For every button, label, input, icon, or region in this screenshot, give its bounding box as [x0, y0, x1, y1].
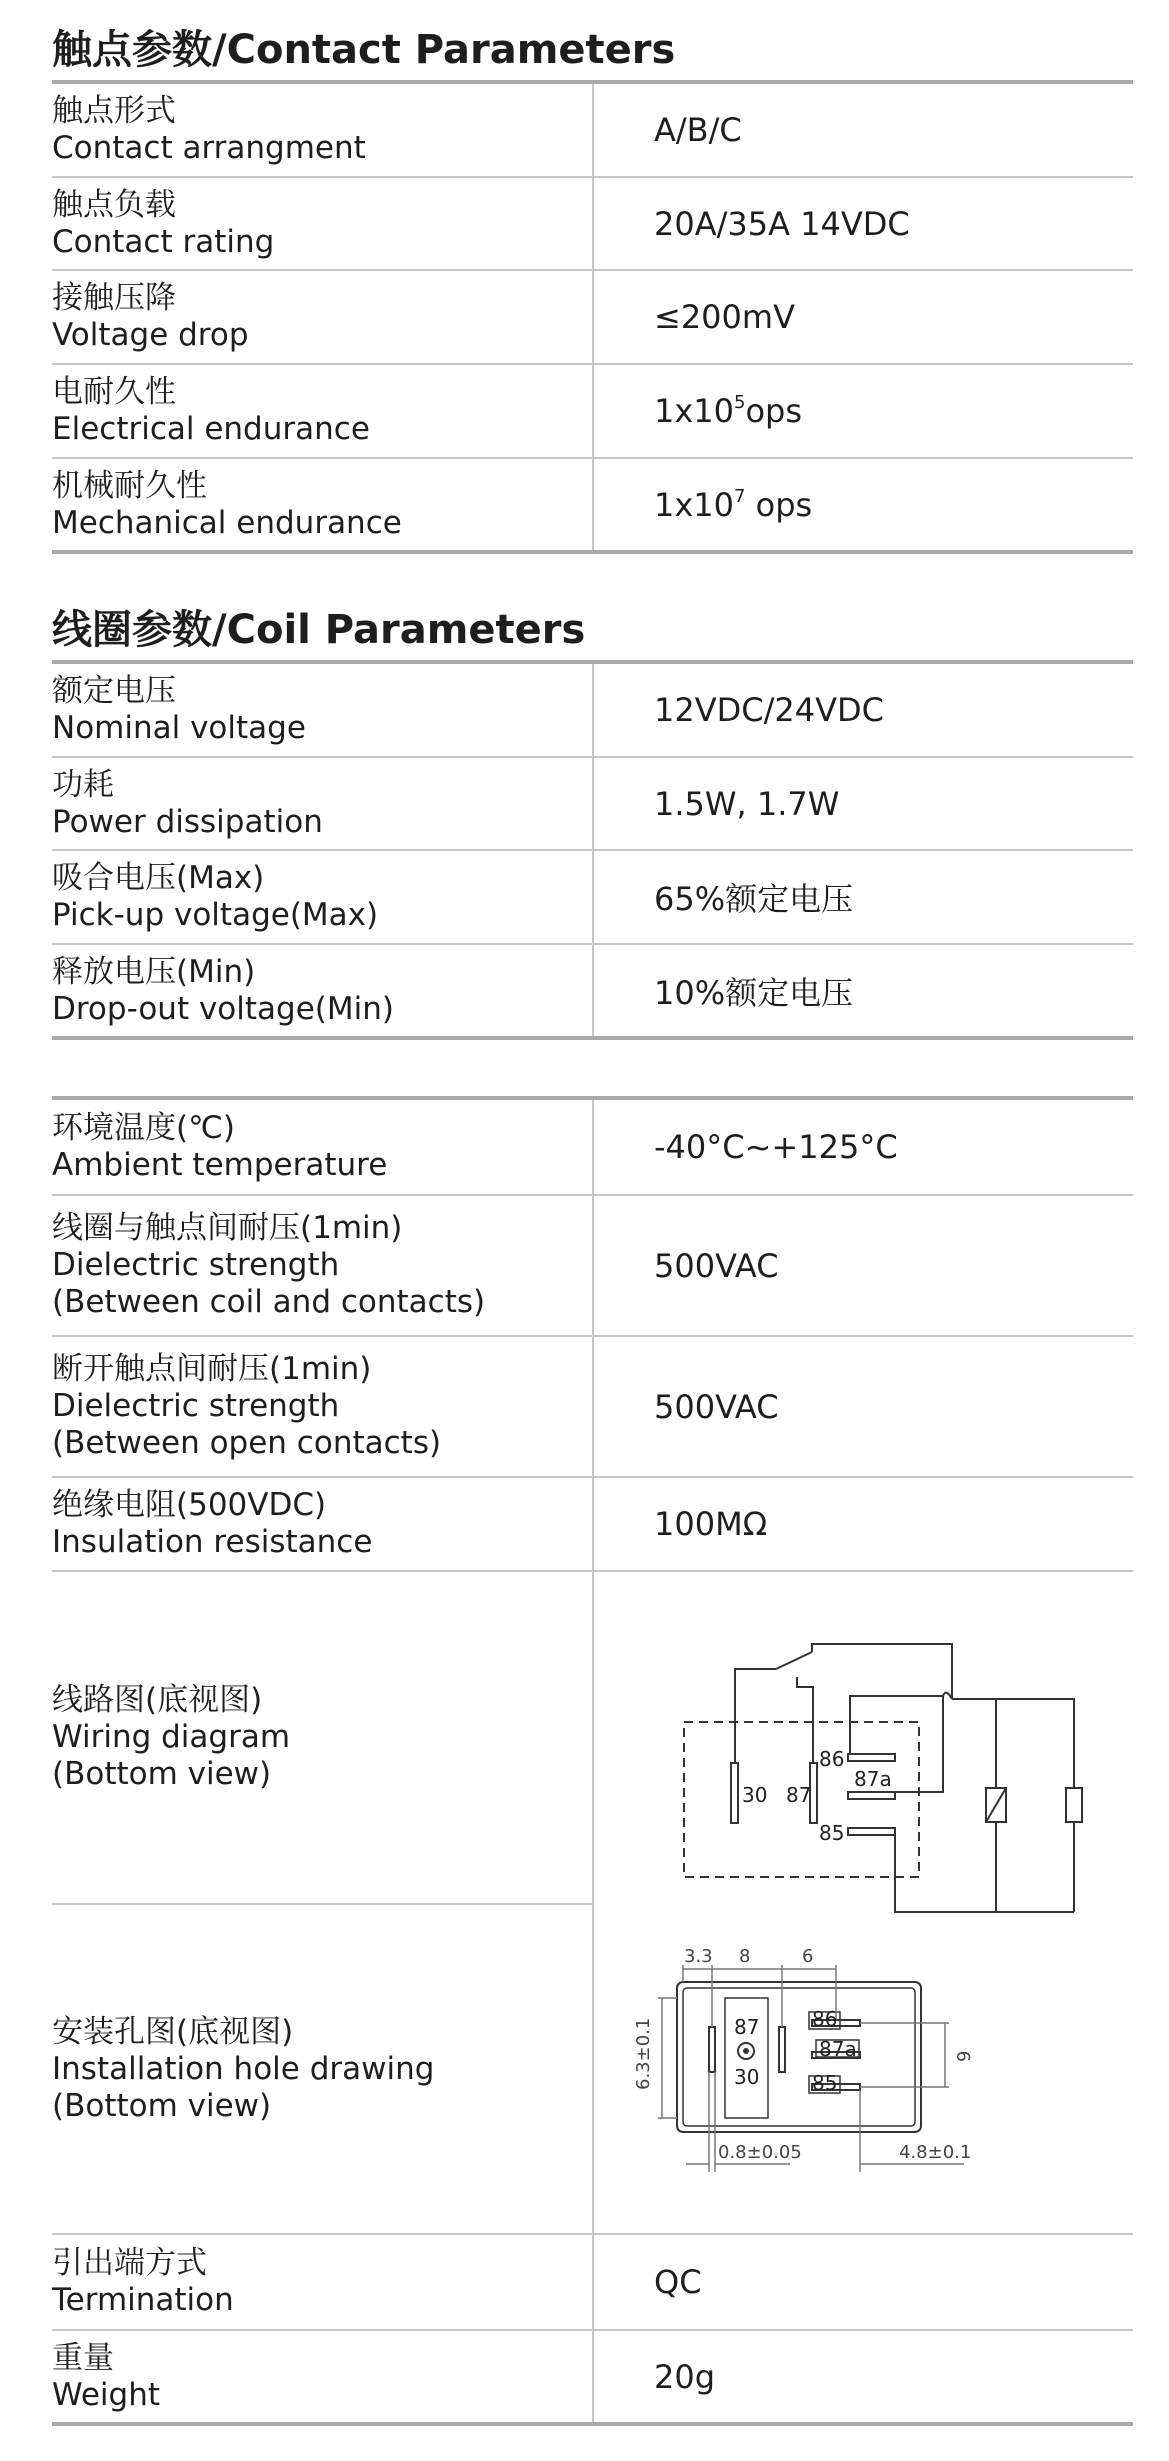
hole-label-30: 30 — [734, 2065, 760, 2089]
coil-section-title: 线圈参数/Coil Parameters — [52, 607, 586, 653]
contact-section-title: 触点参数/Contact Parameters — [52, 27, 676, 73]
row-label-en: Contact arrangment — [52, 130, 366, 166]
label-87a: 87a — [854, 1767, 892, 1791]
row-label-zh: 断开触点间耐压(1min) — [52, 1351, 372, 1387]
dim-8: 8 — [739, 1946, 751, 1967]
row-label-zh: 机械耐久性 — [52, 467, 207, 504]
row-label-en: Weight — [52, 2376, 161, 2413]
row-value: 20g — [593, 2330, 1133, 2424]
row-label-en-2: (Between coil and contacts) — [52, 1284, 486, 1320]
row-label-en: Power dissipation — [52, 803, 323, 840]
hole-outline-inner — [683, 1988, 915, 2126]
row-label-en: Dielectric strength — [52, 1247, 340, 1283]
pin-85-blade — [848, 1828, 895, 1835]
label-30: 30 — [742, 1783, 768, 1807]
row-label-zh: 功耗 — [52, 766, 114, 803]
table-row — [52, 458, 1133, 552]
row-label-zh: 线圈与触点间耐压(1min) — [52, 1210, 403, 1246]
table-row — [52, 364, 1133, 458]
hole-label-86: 86 — [812, 2007, 838, 2031]
hole-30 — [709, 2027, 715, 2072]
row-value: 10%额定电压 — [593, 944, 1133, 1038]
row-value: 500VAC — [593, 1195, 1133, 1336]
wire-bottom — [895, 1831, 1074, 1912]
table-row — [52, 1195, 1133, 1336]
table-row — [52, 1098, 1133, 1195]
table-row — [52, 2330, 1133, 2424]
table-row — [52, 177, 1133, 270]
row-label-en: Insulation resistance — [52, 1524, 373, 1560]
row-value: 1.5W, 1.7W — [593, 757, 1133, 850]
row-label-zh: 接触压降 — [52, 280, 176, 316]
pin-86-blade — [848, 1754, 895, 1761]
contact-table — [52, 80, 1133, 554]
dim-3-3: 3.3 — [684, 1946, 713, 1967]
dim-0-8: 0.8±0.05 — [718, 2142, 802, 2163]
wire-right — [952, 1699, 1074, 1912]
row-label-en: Pick-up voltage(Max) — [52, 897, 379, 933]
row-value: 100MΩ — [593, 1477, 1133, 1571]
row-value: 20A/35A 14VDC — [593, 177, 1133, 270]
row-label-en: Ambient temperature — [52, 1147, 388, 1183]
pin-30-dot — [744, 2049, 748, 2053]
wire-cross — [943, 1693, 952, 1699]
row-value: ≤200mV — [593, 270, 1133, 364]
wiring-and-hole-diagram — [594, 1572, 1133, 2229]
table-row — [52, 662, 1133, 757]
row-label-zh: 吸合电压(Max) — [52, 860, 265, 896]
row-label-en: Termination — [52, 2282, 234, 2318]
row-label-en: Contact rating — [52, 223, 275, 260]
diagram-cell — [593, 1571, 1133, 2234]
row-label-en-2: (Bottom view) — [52, 2087, 272, 2124]
row-label-en: Mechanical endurance — [52, 504, 402, 541]
label-87: 87 — [786, 1783, 812, 1807]
row-label-zh: 线路图(底视图) — [52, 1682, 263, 1718]
row-value: 500VAC — [593, 1336, 1133, 1477]
dim-4-8: 4.8±0.1 — [899, 2142, 972, 2163]
row-label-zh: 电耐久性 — [52, 374, 176, 410]
row-label-zh: 绝缘电阻(500VDC) — [52, 1487, 327, 1523]
hole-label-85: 85 — [812, 2071, 838, 2095]
switch-arm — [776, 1652, 812, 1669]
table-row — [52, 1571, 1133, 1904]
resistor-symbol — [1066, 1788, 1082, 1822]
row-label-zh: 引出端方式 — [52, 2245, 207, 2281]
dim-9: 9 — [954, 2050, 975, 2062]
hole-outline — [677, 1982, 921, 2132]
row-label-en: Installation hole drawing — [52, 2050, 435, 2087]
dim-6: 6 — [802, 1946, 814, 1967]
table-row — [52, 2234, 1133, 2330]
wire-30 — [735, 1669, 776, 1763]
row-value: $1x10^7$ ops — [593, 458, 1133, 552]
table-row — [52, 270, 1133, 364]
row-label-en: Wiring diagram — [52, 1719, 291, 1755]
hole-label-87a: 87a — [819, 2037, 857, 2061]
hole-87 — [779, 2027, 785, 2072]
row-value: A/B/C — [593, 82, 1133, 177]
row-label-zh: 释放电压(Min) — [52, 953, 256, 990]
row-label-en: Voltage drop — [52, 317, 249, 353]
row-label-en-2: (Bottom view) — [52, 1756, 272, 1792]
pin-87a-blade — [848, 1792, 895, 1799]
row-label-zh: 环境温度(℃) — [52, 1110, 236, 1146]
row-label-zh: 安装孔图(底视图) — [52, 2013, 294, 2050]
row-value: 12VDC/24VDC — [593, 662, 1133, 757]
row-label-en-2: (Between open contacts) — [52, 1425, 442, 1461]
row-label-zh: 触点负载 — [52, 186, 176, 223]
table-row — [52, 757, 1133, 850]
row-label-zh: 额定电压 — [52, 673, 176, 709]
hole-label-87: 87 — [734, 2015, 760, 2039]
coil-table — [52, 660, 1133, 1040]
label-86: 86 — [819, 1747, 845, 1771]
row-value: -40°C~+125°C — [593, 1098, 1133, 1195]
table-row — [52, 850, 1133, 944]
dim-6-3: 6.3±0.1 — [633, 2017, 654, 2090]
row-label-en: Nominal voltage — [52, 710, 306, 746]
table-row — [52, 82, 1133, 177]
table-row — [52, 1477, 1133, 1571]
row-value: $1x10^5ops$ — [593, 364, 1133, 458]
wire-87 — [797, 1677, 813, 1763]
table-row — [52, 1336, 1133, 1477]
row-label-en: Dielectric strength — [52, 1388, 340, 1424]
row-label-en: Drop-out voltage(Min) — [52, 990, 394, 1027]
label-85: 85 — [819, 1821, 845, 1845]
pin-30-blade — [731, 1763, 738, 1823]
wire-top — [812, 1644, 952, 1699]
row-label-en: Electrical endurance — [52, 411, 370, 447]
row-label-zh: 触点形式 — [52, 93, 176, 129]
row-label-zh: 重量 — [52, 2339, 114, 2376]
general-table — [52, 1096, 1133, 2426]
row-value: QC — [593, 2234, 1133, 2330]
row-value: 65%额定电压 — [593, 850, 1133, 944]
table-row — [52, 944, 1133, 1038]
